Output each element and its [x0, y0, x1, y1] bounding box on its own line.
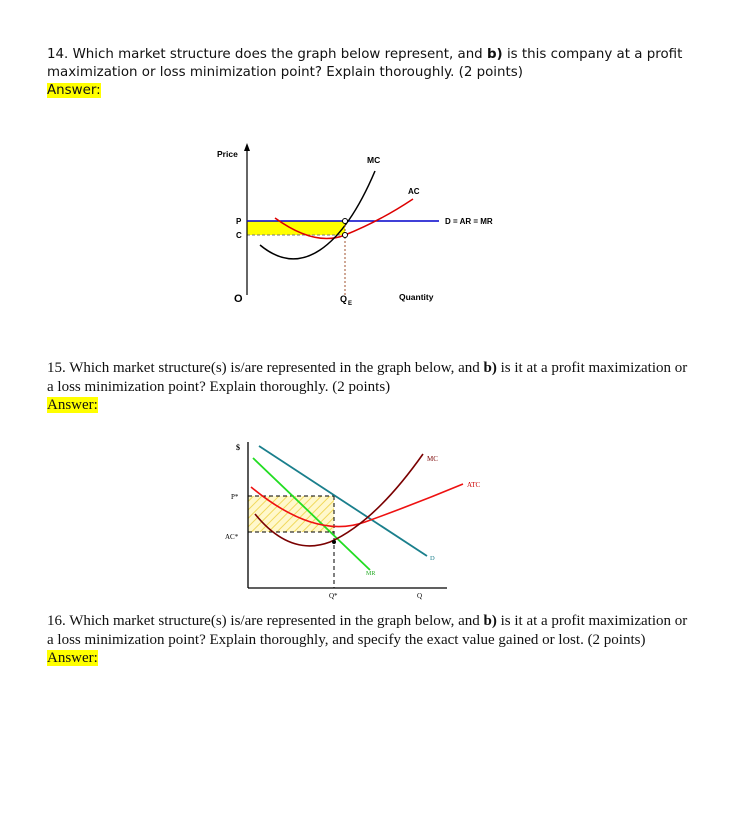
demand-label: D: [430, 555, 435, 562]
cost-label: C: [236, 231, 242, 240]
question-text-b: is it at a profit maximization or a loss minimization point? Explain thoroughly, and specify the exact value gained or lost. (2 points): [47, 613, 688, 648]
mr-mc-intersection: [332, 540, 336, 544]
y-axis-arrow-icon: [244, 143, 250, 151]
ac-label: AC: [408, 187, 420, 196]
mc-curve: [260, 171, 375, 259]
y-axis-label: Price: [217, 149, 238, 159]
mc-label: MC: [427, 455, 438, 463]
q-star-label: Q*: [329, 592, 338, 600]
atc-label: ATC: [467, 481, 481, 489]
question-part-b: b): [486, 47, 503, 62]
question-text-a: Which market structure(s) is/are represented in the graph below, and: [69, 360, 480, 376]
origin-label: O: [234, 293, 243, 305]
answer-label[interactable]: Answer:: [47, 650, 98, 666]
question-text-b: is it at a profit maximization or a loss minimization point? Explain thoroughly. (2 points): [47, 360, 688, 395]
question-number: 15.: [47, 360, 66, 376]
question-text-a: Which market structure does the graph below represent, and: [72, 47, 483, 62]
demand-label: D = AR = MR: [445, 217, 493, 226]
equilibrium-point: [343, 219, 348, 224]
question-text-a: Which market structure(s) is/are represented in the graph below, and: [69, 613, 480, 629]
question-number: 16.: [47, 613, 66, 629]
answer-label[interactable]: Answer:: [47, 83, 101, 98]
x-axis-label: Quantity: [399, 292, 434, 302]
question-number: 14.: [47, 47, 69, 62]
question-part-b: b): [483, 613, 497, 629]
qe-label: $Q_E$: [340, 294, 353, 307]
question-part-b: b): [483, 360, 497, 376]
x-axis-label: Q: [417, 592, 423, 600]
question-16: [47, 612, 697, 668]
graph-perfect-competition: [205, 135, 515, 325]
profit-area: [247, 221, 345, 235]
p-star-label: P*: [231, 493, 239, 501]
graph-monopoly: [215, 432, 505, 612]
mr-label: MR: [366, 571, 376, 577]
mc-label: MC: [367, 155, 381, 165]
answer-label[interactable]: Answer:: [47, 397, 98, 413]
cost-point: [343, 233, 348, 238]
question-15: [47, 359, 697, 415]
price-label: P: [236, 217, 242, 226]
y-axis-label: $: [236, 443, 240, 452]
ac-star-label: AC*: [225, 533, 239, 541]
question-text-b: is this company at a profit maximization or loss minimization point? Explain thoroughly. (2 points): [47, 47, 683, 80]
question-14: [47, 46, 697, 100]
